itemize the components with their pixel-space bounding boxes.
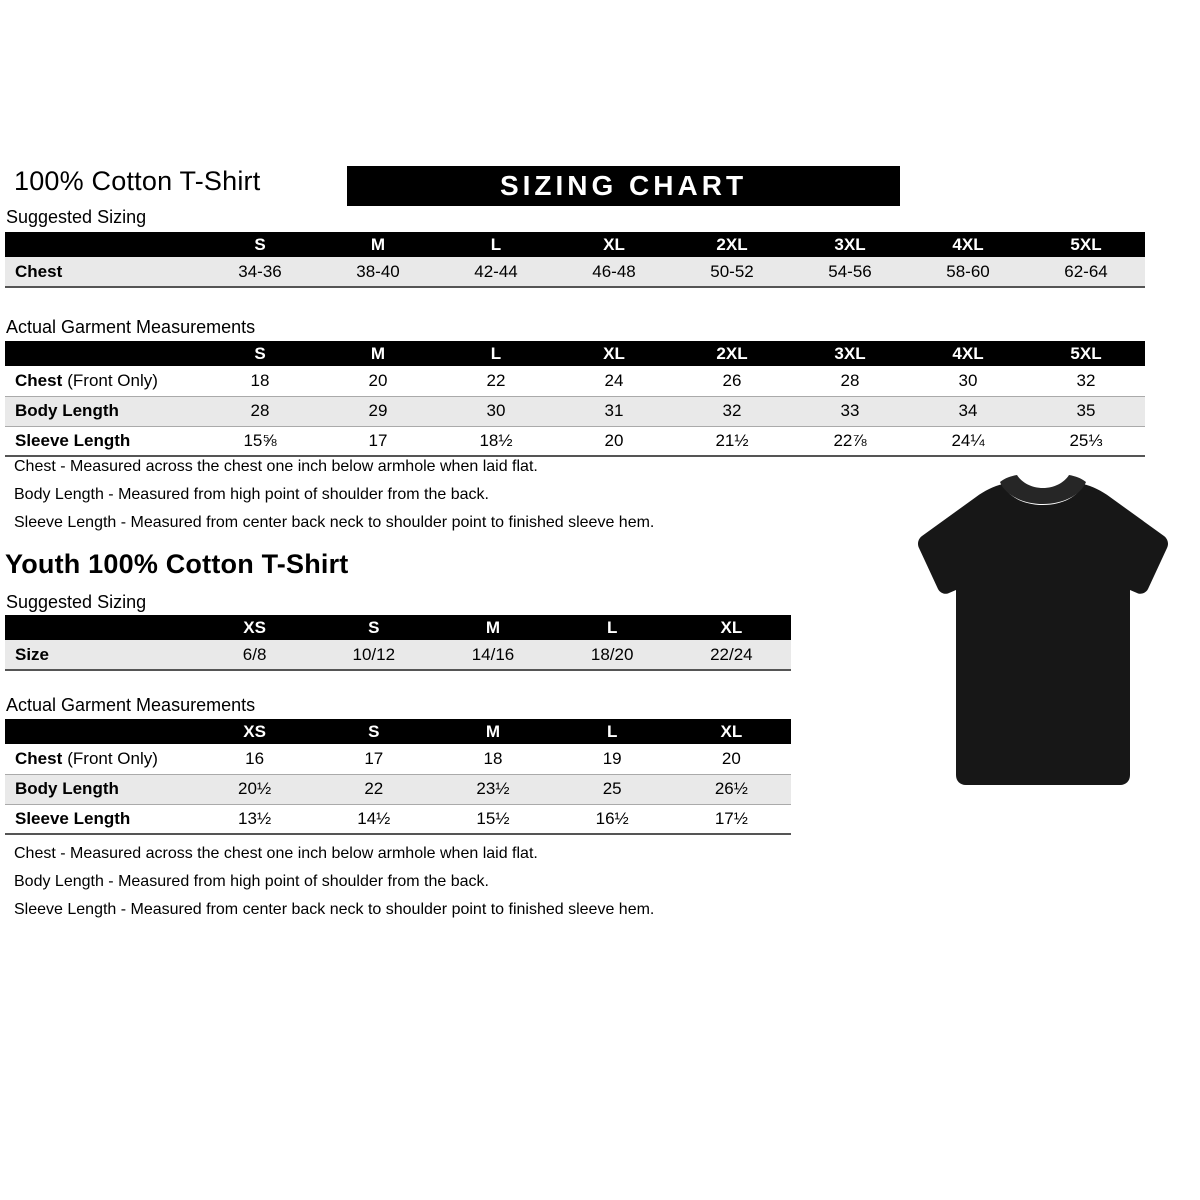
value-cell: 31 <box>555 396 673 426</box>
row-label-text: Sleeve Length <box>15 430 131 450</box>
row-label-subtext: (Front Only) <box>67 748 158 768</box>
value-cell: 26 <box>673 366 791 396</box>
value-cell: 58-60 <box>909 257 1027 287</box>
table-row-sleeve-length <box>5 426 1145 456</box>
value-cell: 42-44 <box>437 257 555 287</box>
size-col-header: L <box>553 719 672 744</box>
value-cell: 25⅓ <box>1027 426 1145 456</box>
note-sleeve-length: Sleeve Length - Measured from center back neck to shoulder point to finished sleeve hem. <box>14 514 655 531</box>
size-col-header: S <box>201 341 319 366</box>
value-cell: 25 <box>553 774 672 804</box>
value-cell: 62-64 <box>1027 257 1145 287</box>
size-col-header: XL <box>555 341 673 366</box>
row-label <box>5 774 195 804</box>
value-cell: 10/12 <box>314 640 433 670</box>
empty-header-cell <box>5 341 201 366</box>
value-cell: 29 <box>319 396 437 426</box>
value-cell: 18 <box>433 744 552 774</box>
value-cell: 20 <box>319 366 437 396</box>
table-row-chest <box>5 366 1145 396</box>
size-col-header: 3XL <box>791 341 909 366</box>
header-row <box>5 719 791 744</box>
value-cell: 20½ <box>195 774 314 804</box>
size-col-header: M <box>319 341 437 366</box>
note-body-length: Body Length - Measured from high point of shoulder from the back. <box>14 873 489 890</box>
size-col-header: M <box>433 615 552 640</box>
tshirt-image <box>893 470 1193 810</box>
adult-actual-heading: Actual Garment Measurements <box>6 317 256 337</box>
value-cell: 19 <box>553 744 672 774</box>
value-cell: 26½ <box>672 774 791 804</box>
value-cell: 14½ <box>314 804 433 834</box>
table-row-chest <box>5 744 791 774</box>
adult-suggested-table <box>5 232 1145 288</box>
empty-header-cell <box>5 232 201 257</box>
size-col-header: 3XL <box>791 232 909 257</box>
value-cell: 20 <box>672 744 791 774</box>
row-label-text: Chest <box>15 748 63 768</box>
value-cell: 35 <box>1027 396 1145 426</box>
row-label-text: Body Length <box>15 401 119 420</box>
value-cell: 24¼ <box>909 426 1027 456</box>
value-cell: 22 <box>437 366 555 396</box>
row-label-text: Chest <box>15 261 63 281</box>
value-cell: 22 <box>314 774 433 804</box>
value-cell: 32 <box>1027 366 1145 396</box>
table-row-chest <box>5 257 1145 287</box>
value-cell: 46-48 <box>555 257 673 287</box>
size-col-header: M <box>433 719 552 744</box>
row-label <box>5 640 195 670</box>
tshirt-body-shape <box>918 484 1168 785</box>
value-cell: 54-56 <box>791 257 909 287</box>
table-row-sleeve-length <box>5 804 791 834</box>
row-label-text: Body Length <box>15 779 119 798</box>
empty-header-cell <box>5 719 195 744</box>
row-label-subtext: (Front Only) <box>67 370 158 390</box>
youth-suggested-table <box>5 615 791 671</box>
row-label <box>5 257 201 287</box>
row-label-text: Chest <box>15 370 63 390</box>
value-cell: 24 <box>555 366 673 396</box>
page-title: 100% Cotton T-Shirt <box>14 166 261 196</box>
value-cell: 15½ <box>433 804 552 834</box>
header-row <box>5 341 1145 366</box>
size-col-header: M <box>319 232 437 257</box>
youth-actual-table <box>5 719 791 835</box>
note-chest: Chest - Measured across the chest one inch below armhole when laid flat. <box>14 845 538 862</box>
value-cell: 30 <box>909 366 1027 396</box>
youth-section-title: Youth 100% Cotton T-Shirt <box>5 549 349 579</box>
value-cell: 22/24 <box>672 640 791 670</box>
value-cell: 23½ <box>433 774 552 804</box>
value-cell: 34-36 <box>201 257 319 287</box>
size-col-header: XL <box>555 232 673 257</box>
size-col-header: S <box>314 615 433 640</box>
header-row <box>5 615 791 640</box>
value-cell: 16 <box>195 744 314 774</box>
value-cell: 32 <box>673 396 791 426</box>
size-col-header: 5XL <box>1027 232 1145 257</box>
value-cell: 17½ <box>672 804 791 834</box>
size-col-header: 2XL <box>673 232 791 257</box>
sizing-chart-banner: SIZING CHART <box>347 166 900 206</box>
size-col-header: 4XL <box>909 341 1027 366</box>
youth-suggested-heading: Suggested Sizing <box>6 592 147 612</box>
value-cell: 16½ <box>553 804 672 834</box>
row-label <box>5 744 195 774</box>
size-col-header: S <box>314 719 433 744</box>
row-label <box>5 366 201 396</box>
table-row-body-length <box>5 396 1145 426</box>
note-chest: Chest - Measured across the chest one inch below armhole when laid flat. <box>14 458 538 475</box>
adult-actual-table <box>5 341 1145 457</box>
value-cell: 13½ <box>195 804 314 834</box>
row-label <box>5 804 195 834</box>
size-col-header: 5XL <box>1027 341 1145 366</box>
size-col-header: L <box>437 232 555 257</box>
value-cell: 6/8 <box>195 640 314 670</box>
value-cell: 30 <box>437 396 555 426</box>
note-sleeve-length: Sleeve Length - Measured from center back neck to shoulder point to finished sleeve hem. <box>14 901 655 918</box>
value-cell: 17 <box>319 426 437 456</box>
adult-suggested-heading: Suggested Sizing <box>6 207 147 227</box>
value-cell: 50-52 <box>673 257 791 287</box>
row-label <box>5 426 201 456</box>
size-col-header: XL <box>672 719 791 744</box>
value-cell: 18/20 <box>553 640 672 670</box>
value-cell: 22⅞ <box>791 426 909 456</box>
table-row-body-length <box>5 774 791 804</box>
value-cell: 38-40 <box>319 257 437 287</box>
size-col-header: XS <box>195 719 314 744</box>
size-col-header: XS <box>195 615 314 640</box>
size-col-header: XL <box>672 615 791 640</box>
empty-header-cell <box>5 615 195 640</box>
value-cell: 34 <box>909 396 1027 426</box>
youth-actual-heading: Actual Garment Measurements <box>6 695 256 715</box>
value-cell: 14/16 <box>433 640 552 670</box>
row-label-text: Sleeve Length <box>15 808 131 828</box>
table-row-size <box>5 640 791 670</box>
size-col-header: L <box>437 341 555 366</box>
row-label-text: Size <box>15 644 50 664</box>
row-label <box>5 396 201 426</box>
size-col-header: 4XL <box>909 232 1027 257</box>
value-cell: 18½ <box>437 426 555 456</box>
header-row <box>5 232 1145 257</box>
size-col-header: L <box>553 615 672 640</box>
size-col-header: S <box>201 232 319 257</box>
note-body-length: Body Length - Measured from high point of shoulder from the back. <box>14 486 489 503</box>
size-col-header: 2XL <box>673 341 791 366</box>
value-cell: 17 <box>314 744 433 774</box>
value-cell: 28 <box>201 396 319 426</box>
value-cell: 33 <box>791 396 909 426</box>
value-cell: 21½ <box>673 426 791 456</box>
value-cell: 28 <box>791 366 909 396</box>
value-cell: 18 <box>201 366 319 396</box>
value-cell: 20 <box>555 426 673 456</box>
value-cell: 15⅝ <box>201 426 319 456</box>
